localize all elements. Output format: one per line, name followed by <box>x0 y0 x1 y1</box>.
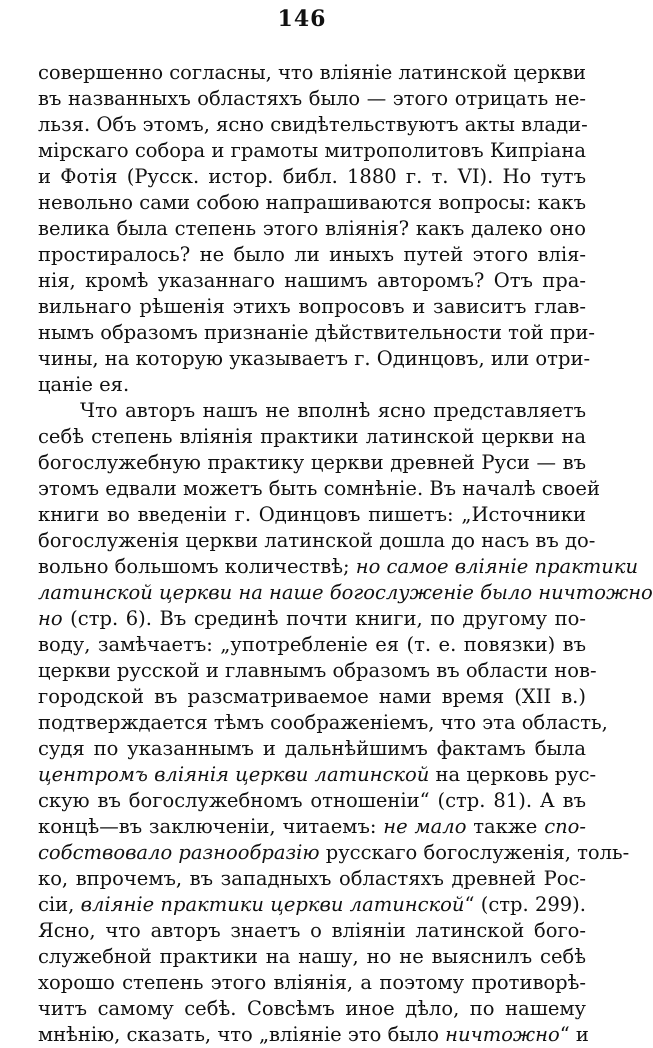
text-line: себѣ степень вліянія практики латинской церкви на <box>38 425 586 448</box>
italic-segment: ничтожно <box>445 1023 560 1046</box>
text-line: невольно сами собою напрашиваются вопросы: какъ <box>38 191 586 214</box>
text-line: вильнаго рѣшенія этихъ вопросовъ и зависитъ глав- <box>38 295 586 318</box>
text-line: городской въ разсматриваемое нами время (XII в.) <box>38 685 586 708</box>
text-line: и Фотія (Русск. истор. библ. 1880 г. т. VI). Но тутъ <box>38 165 586 188</box>
body-text <box>38 60 653 1048</box>
text-segment: на церковь рус- <box>429 763 597 786</box>
text-line <box>38 1022 589 1048</box>
text-line: мірскаго собора и грамоты митрополитовъ Кипріана <box>38 139 586 162</box>
italic-segment: но <box>38 607 63 630</box>
text-line: совершенно согласны, что вліяніе латинской церкви <box>38 61 587 84</box>
text-line <box>38 892 586 918</box>
italic-segment: не мало <box>383 815 467 838</box>
text-line: нымъ образомъ признаніе дѣйствительности той при- <box>38 321 595 344</box>
text-line: воду, замѣчаетъ: „употребленіе ея (т. е. повязки) въ <box>38 633 586 656</box>
text-line: нія, кромѣ указаннаго нашимъ авторомъ? Отъ пра- <box>38 269 586 292</box>
text-segment: концѣ—въ заключеніи, читаемъ: <box>38 815 384 838</box>
italic-segment: собствовало разнообразію <box>38 841 320 864</box>
text-line: цаніе ея. <box>38 373 130 396</box>
text-line: богослуженія церкви латинской дошла до насъ въ до- <box>38 529 596 552</box>
text-segment: русскаго богослуженія, толь- <box>319 841 630 864</box>
text-segment: “ (стр. 299). <box>464 893 586 916</box>
italic-segment: латинской церкви на наше богослуженіе было ничтожно <box>38 581 653 604</box>
text-line: скую въ богослужебномъ отношеніи“ (стр. 81). А въ <box>38 789 586 812</box>
text-segment: вольно большомъ количествѣ; <box>38 555 356 578</box>
text-line: этомъ едвали можетъ быть сомнѣніе. Въ началѣ своей <box>38 477 600 500</box>
text-line: Что авторъ нашъ не вполнѣ ясно представляетъ <box>80 399 586 422</box>
text-line <box>38 580 653 606</box>
text-line: судя по указаннымъ и дальнѣйшимъ фактамъ была <box>38 737 586 760</box>
text-line: ко, впрочемъ, въ западныхъ областяхъ древней Рос- <box>38 867 586 890</box>
text-line <box>38 814 586 840</box>
text-segment: сіи, <box>38 893 81 916</box>
text-line <box>38 762 597 788</box>
text-line: чины, на которую указываетъ г. Одинцовъ, или отри- <box>38 347 591 370</box>
text-line: простиралось? не было ли иныхъ путей этого влія- <box>38 243 586 266</box>
text-line: книги во введеніи г. Одинцовъ пишетъ: „Источники <box>38 503 586 526</box>
text-line: богослужебную практику церкви древней Руси — въ <box>38 451 586 474</box>
text-line <box>38 554 639 580</box>
text-segment: “ и <box>559 1023 589 1046</box>
text-line <box>38 606 586 632</box>
text-segment: (стр. 6). Въ срединѣ почти книги, по другому по- <box>62 607 586 630</box>
italic-segment: но самое вліяніе практики <box>355 555 639 578</box>
text-line <box>38 840 630 866</box>
text-line: въ названныхъ областяхъ было — этого отрицать не- <box>38 87 586 110</box>
page-number: 146 <box>277 6 327 32</box>
text-line: служебной практики на нашу, но не выяснилъ себѣ <box>38 945 586 968</box>
text-line: хорошо степень этого вліянія, а поэтому противорѣ- <box>38 971 586 994</box>
text-line: велика была степень этого вліянія? какъ далеко оно <box>38 217 586 240</box>
text-line: подтверждается тѣмъ соображеніемъ, что эта область, <box>38 711 608 734</box>
text-line: Ясно, что авторъ знаетъ о вліяніи латинской бого- <box>38 919 586 942</box>
italic-segment: центромъ вліянія церкви латинской <box>38 763 430 786</box>
text-line: читъ самому себѣ. Совсѣмъ иное дѣло, по нашему <box>38 997 586 1020</box>
text-segment: также <box>466 815 545 838</box>
text-line: церкви русской и главнымъ образомъ въ области нов- <box>38 659 597 682</box>
italic-segment: спо- <box>544 815 586 838</box>
text-line: льзя. Объ этомъ, ясно свидѣтельствуютъ акты влади- <box>38 113 588 136</box>
text-segment: мнѣнію, сказать, что „вліяніе это было <box>38 1023 446 1046</box>
italic-segment: вліяніе практики церкви латинской <box>80 893 465 916</box>
